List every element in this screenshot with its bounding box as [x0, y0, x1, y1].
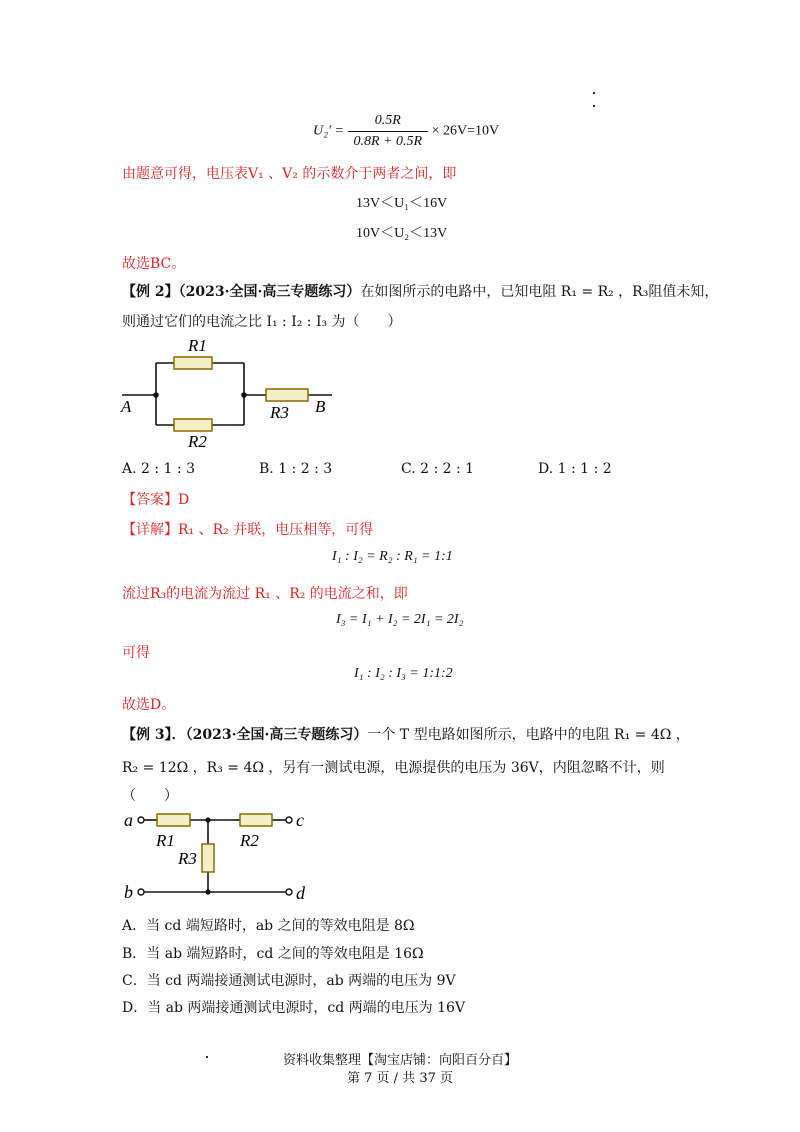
- example-2-question: [122, 281, 718, 301]
- range-intro: 由题意可得，电压表V₁ 、V₂ 的示数介于两者之间，即: [122, 166, 457, 182]
- example-2-tag: 【例 2】: [122, 284, 179, 300]
- label-a: a: [124, 810, 133, 830]
- detail-label: 【详解】: [122, 522, 178, 538]
- label-r1: R1: [156, 831, 175, 850]
- option-a-text: 2 : 1 : 3: [141, 461, 195, 477]
- formula-u2: [313, 113, 499, 150]
- option-a: [122, 461, 195, 477]
- resistor-r3: [266, 389, 308, 401]
- label-a: A: [121, 397, 132, 416]
- junction-dot: [153, 392, 159, 398]
- answer-label: 【答案】D: [122, 492, 190, 508]
- ex3-option-b: B．当 ab 端短路时，cd 之间的等效电阻是 16Ω: [122, 946, 424, 962]
- footer-page-number: 第 7 页 / 共 37 页: [347, 1071, 453, 1086]
- detail-line: [122, 519, 373, 539]
- example-2-question-a: 在如图所示的电路中，已知电阻 R₁ = R₂ ，R₃阻值未知，: [360, 284, 719, 300]
- option-b: [259, 461, 332, 477]
- conclusion-bc: 故选BC。: [122, 256, 186, 272]
- corner-dot: [593, 105, 595, 107]
- junction-dot: [205, 889, 210, 894]
- formula-rhs: × 26V=10V: [431, 123, 500, 139]
- label-r2: R2: [240, 831, 259, 850]
- resistor-r2: [174, 419, 212, 431]
- ex3-option-c: C．当 cd 两端接通测试电源时，ab 两端的电压为 9V: [122, 973, 456, 989]
- example-3-question-a: 一个 T 型电路如图所示，电路中的电阻 R₁ = 4Ω ，: [367, 727, 690, 743]
- option-c-text: 2 : 2 : 1: [420, 461, 475, 477]
- corner-dot: [593, 92, 595, 94]
- label-c: c: [296, 810, 304, 830]
- label-b: b: [124, 882, 133, 902]
- ex3-option-d: D．当 ab 两端接通测试电源时，cd 两端的电压为 16V: [122, 1000, 466, 1016]
- inequality-1: 13V＜U₁＜16V: [356, 196, 448, 211]
- option-d: [538, 461, 612, 477]
- formula-denominator: 0.8R + 0.5R: [353, 134, 423, 149]
- option-b-key: B.: [259, 461, 274, 477]
- junction-dot: [205, 817, 210, 822]
- conclusion-d: 故选D。: [122, 697, 176, 713]
- t-circuit-diagram: [122, 806, 322, 906]
- label-r3: R3: [178, 849, 197, 868]
- detail-text: R₁ 、R₂ 并联，电压相等，可得: [178, 522, 374, 538]
- equation-3: I₁ : I₂ : I₃ = 1:1:2: [354, 666, 453, 681]
- option-c-key: C.: [401, 461, 416, 477]
- terminal-b: [138, 889, 144, 895]
- example-3-question: [122, 724, 690, 744]
- example-3-source: （2023·全国·高三专题练习）: [185, 727, 368, 743]
- equation-1: I₁ : I₂ = R₂ : R₁ = 1:1: [332, 549, 453, 564]
- junction-dot: [241, 392, 247, 398]
- hence-text: 可得: [122, 645, 150, 661]
- example-3-question-c: （ ）: [122, 788, 178, 804]
- flow-text: 流过R₃的电流为流过 R₁ 、R₂ 的电流之和，即: [122, 586, 408, 602]
- terminal-c: [286, 817, 292, 823]
- option-d-text: 1 : 1 : 2: [557, 461, 612, 477]
- ex3-option-a: A．当 cd 端短路时，ab 之间的等效电阻是 8Ω: [122, 918, 415, 934]
- option-c: [401, 461, 474, 477]
- option-d-key: D.: [538, 461, 554, 477]
- label-r2: R2: [188, 432, 207, 450]
- example-2-source: （2023·全国·高三专题练习）: [178, 284, 361, 300]
- example-3-tag: 【例 3】．: [122, 727, 186, 743]
- formula-lhs: U₂′ =: [313, 123, 344, 139]
- terminal-d: [286, 889, 292, 895]
- inequality-2: 10V＜U₂＜13V: [356, 226, 448, 241]
- option-a-key: A.: [122, 461, 137, 477]
- label-b: B: [315, 397, 326, 416]
- option-b-text: 1 : 2 : 3: [278, 461, 333, 477]
- formula-fraction: [348, 113, 429, 150]
- label-r1: R1: [188, 336, 207, 355]
- formula-numerator: 0.5R: [348, 113, 429, 132]
- label-d: d: [296, 883, 305, 903]
- resistor-r1: [157, 814, 190, 826]
- resistor-r1: [174, 357, 212, 369]
- terminal-a: [138, 817, 144, 823]
- example-3-question-b: R₂ = 12Ω ，R₃ = 4Ω ，另有一测试电源，电源提供的电压为 36V，内阻忽略不计，则: [122, 760, 665, 776]
- example-2-question-b: 则通过它们的电流之比 I₁ : I₂ : I₃ 为（ ）: [122, 314, 402, 330]
- parallel-circuit-diagram: [118, 330, 343, 450]
- footer-line-1: 资料收集整理【淘宝店铺：向阳百分百】: [282, 1053, 517, 1068]
- label-r3: R3: [270, 403, 289, 422]
- equation-2: I₃ = I₁ + I₂ = 2I₁ = 2I₂: [336, 612, 464, 627]
- resistor-r3: [202, 844, 214, 872]
- resistor-r2: [240, 814, 272, 826]
